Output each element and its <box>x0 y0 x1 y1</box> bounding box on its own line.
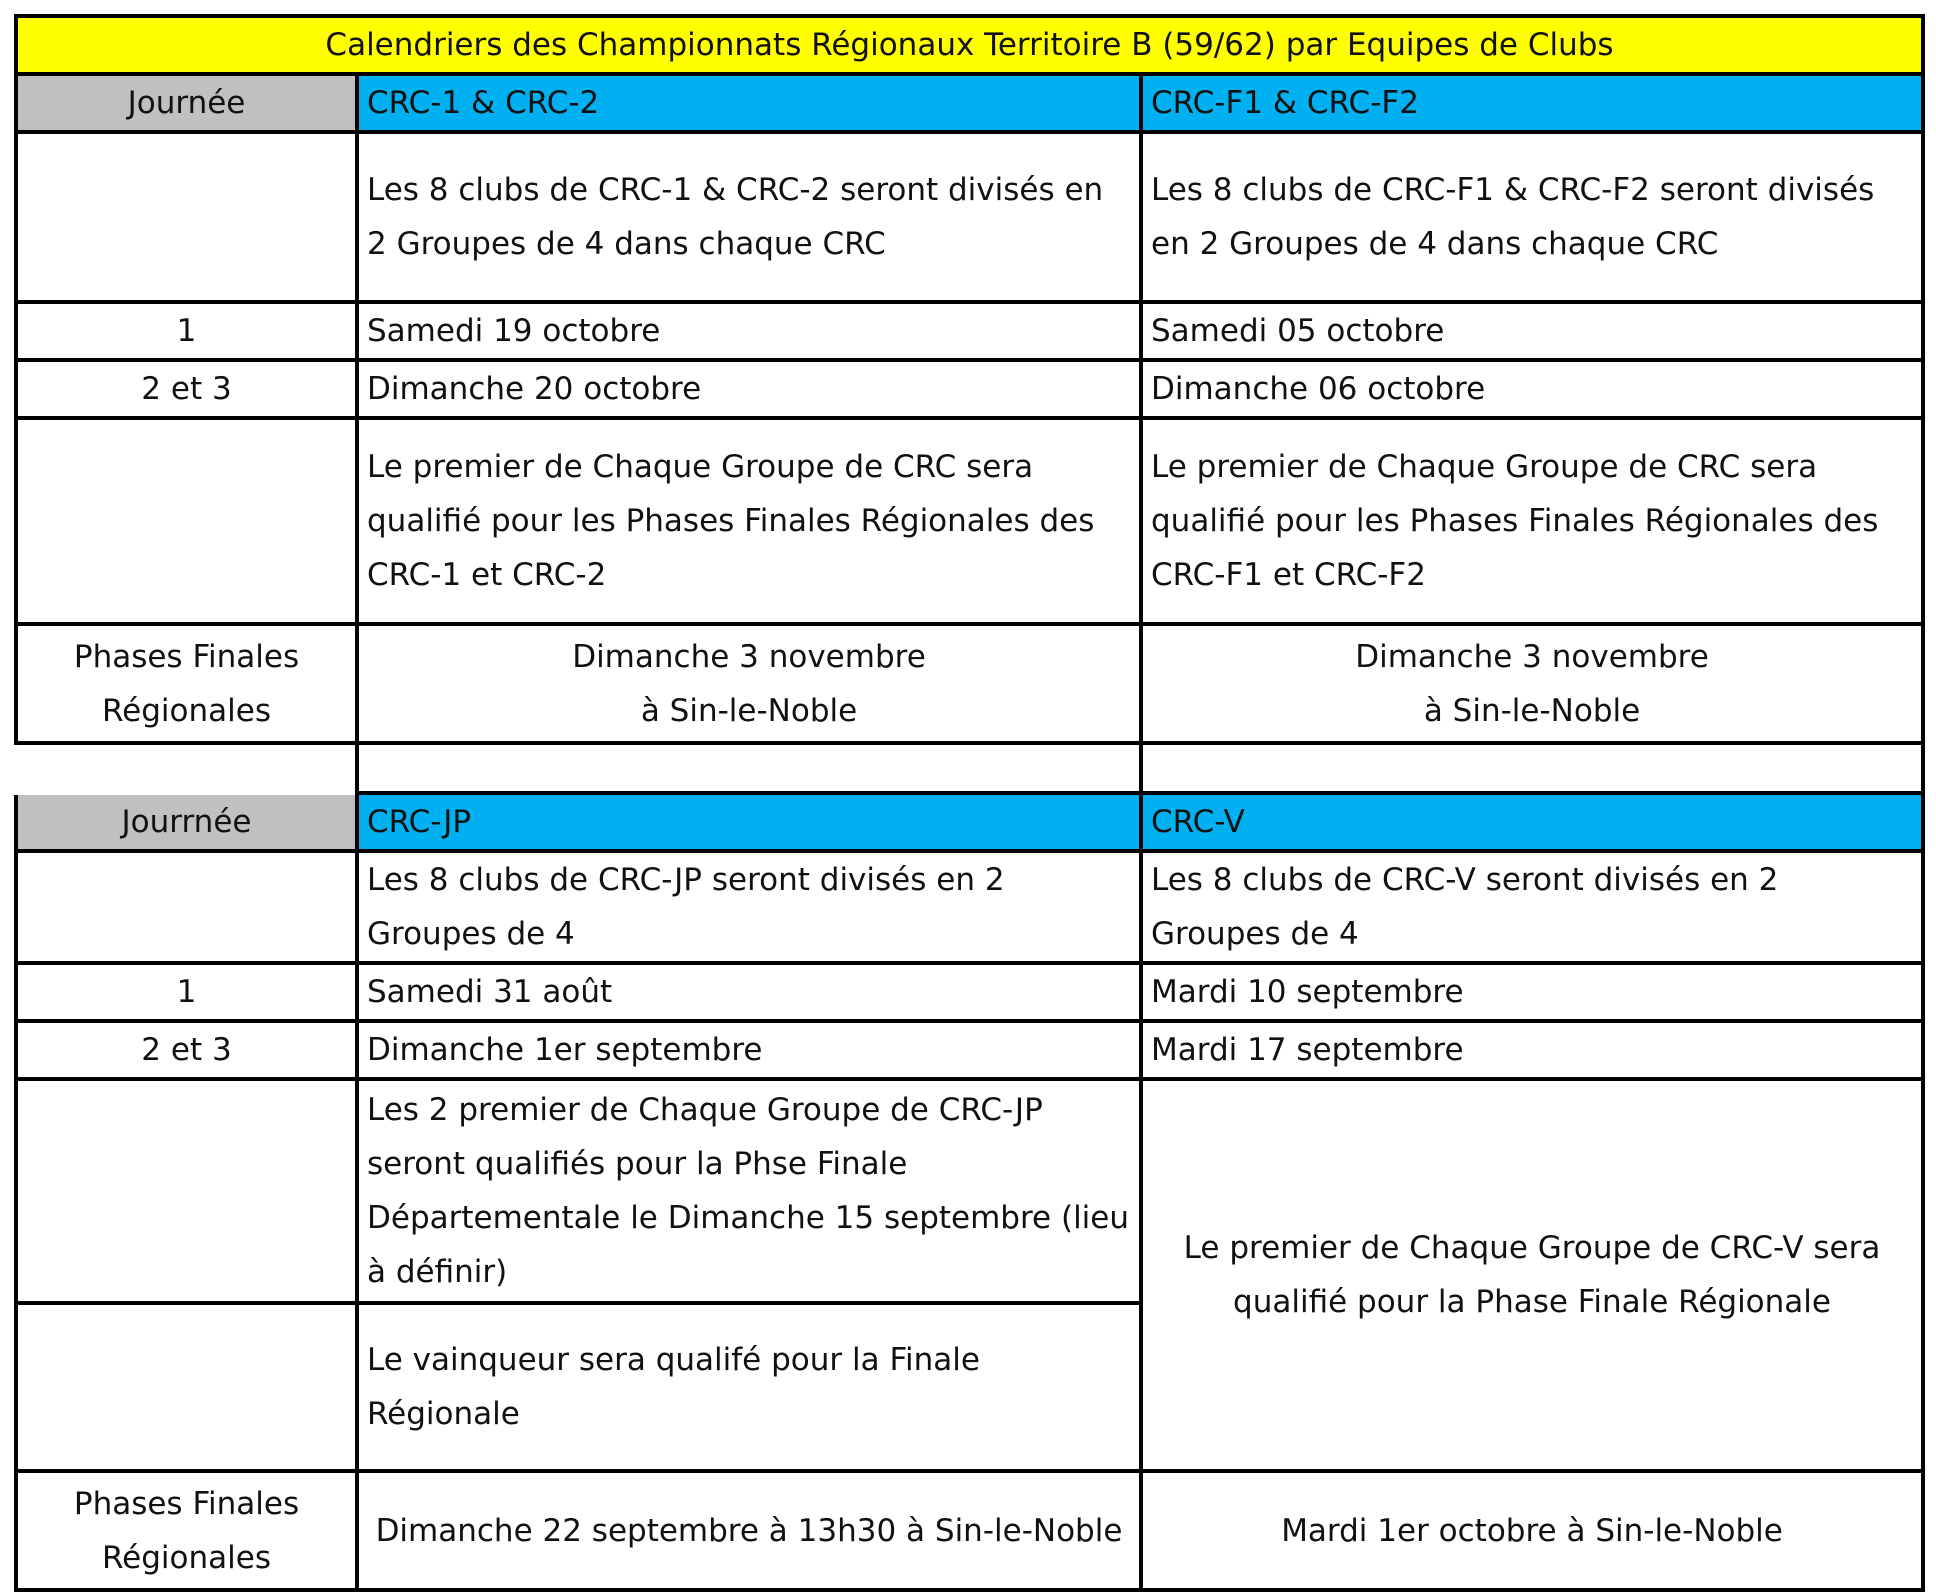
crc1-crc2-header[interactable]: CRC-1 & CRC-2 <box>357 74 1141 132</box>
empty-cell[interactable] <box>357 743 1141 793</box>
crc-jp-winner[interactable]: Le vainqueur sera qualifé pour la Finale Régionale <box>357 1303 1141 1471</box>
finals-label[interactable]: Phases Finales Régionales <box>16 624 357 743</box>
crcf1-crcf2-header[interactable]: CRC-F1 & CRC-F2 <box>1141 74 1923 132</box>
crc-v-finals[interactable]: Mardi 1er octobre à Sin-le-Noble <box>1141 1471 1923 1590</box>
crc-v-day1-date[interactable]: Mardi 10 septembre <box>1141 963 1923 1021</box>
journee-header-1[interactable]: Journée <box>16 74 357 132</box>
sheet-title[interactable]: Calendriers des Championnats Régionaux Territoire B (59/62) par Equipes de Clubs <box>16 16 1923 74</box>
crcf1-crcf2-qualification[interactable]: Le premier de Chaque Groupe de CRC sera qualifié pour les Phases Finales Régionales des CRC-F1 et CRC-F2 <box>1141 418 1923 624</box>
crc-jp-day23-date[interactable]: Dimanche 1er septembre <box>357 1021 1141 1079</box>
crc-v-day23-date[interactable]: Mardi 17 septembre <box>1141 1021 1923 1079</box>
empty-cell[interactable] <box>16 418 357 624</box>
empty-cell[interactable] <box>16 1079 357 1303</box>
crc-jp-day1-date[interactable]: Samedi 31 août <box>357 963 1141 1021</box>
journee-header-2[interactable]: Jourrnée <box>16 793 357 851</box>
finals-label[interactable]: Phases Finales Régionales <box>16 1471 357 1590</box>
crc1-crc2-day1-date[interactable]: Samedi 19 octobre <box>357 302 1141 360</box>
day-number[interactable]: 2 et 3 <box>16 360 357 418</box>
empty-cell[interactable] <box>16 743 357 793</box>
crc-jp-intro[interactable]: Les 8 clubs de CRC-JP seront divisés en 2 Groupes de 4 <box>357 851 1141 963</box>
crc1-crc2-qualification[interactable]: Le premier de Chaque Groupe de CRC sera qualifié pour les Phases Finales Régionales des CRC-1 et CRC-2 <box>357 418 1141 624</box>
crc1-crc2-day23-date[interactable]: Dimanche 20 octobre <box>357 360 1141 418</box>
crc-v-header[interactable]: CRC-V <box>1141 793 1923 851</box>
crc-jp-header[interactable]: CRC-JP <box>357 793 1141 851</box>
empty-cell[interactable] <box>16 132 357 302</box>
crcf1-crcf2-intro[interactable]: Les 8 clubs de CRC-F1 & CRC-F2 seront divisés en 2 Groupes de 4 dans chaque CRC <box>1141 132 1923 302</box>
day-number[interactable]: 1 <box>16 302 357 360</box>
crc-v-qualification[interactable]: Le premier de Chaque Groupe de CRC-V sera qualifié pour la Phase Finale Régionale <box>1141 1079 1923 1471</box>
crc-jp-qualification[interactable]: Les 2 premier de Chaque Groupe de CRC-JP seront qualifiés pour la Phse Finale Départementale le Dimanche 15 septembre (lieu à définir) <box>357 1079 1141 1303</box>
day-number[interactable]: 1 <box>16 963 357 1021</box>
empty-cell[interactable] <box>1141 743 1923 793</box>
crc-jp-finals[interactable]: Dimanche 22 septembre à 13h30 à Sin-le-Noble <box>357 1471 1141 1590</box>
empty-cell[interactable] <box>16 1303 357 1471</box>
championship-calendar-table <box>14 14 1925 1592</box>
crcf1-crcf2-day23-date[interactable]: Dimanche 06 octobre <box>1141 360 1923 418</box>
crc-v-intro[interactable]: Les 8 clubs de CRC-V seront divisés en 2 Groupes de 4 <box>1141 851 1923 963</box>
day-number[interactable]: 2 et 3 <box>16 1021 357 1079</box>
empty-cell[interactable] <box>16 851 357 963</box>
crc1-crc2-finals[interactable]: Dimanche 3 novembre à Sin-le-Noble <box>357 624 1141 743</box>
crc1-crc2-intro[interactable]: Les 8 clubs de CRC-1 & CRC-2 seront divisés en 2 Groupes de 4 dans chaque CRC <box>357 132 1141 302</box>
crcf1-crcf2-day1-date[interactable]: Samedi 05 octobre <box>1141 302 1923 360</box>
crcf1-crcf2-finals[interactable]: Dimanche 3 novembre à Sin-le-Noble <box>1141 624 1923 743</box>
